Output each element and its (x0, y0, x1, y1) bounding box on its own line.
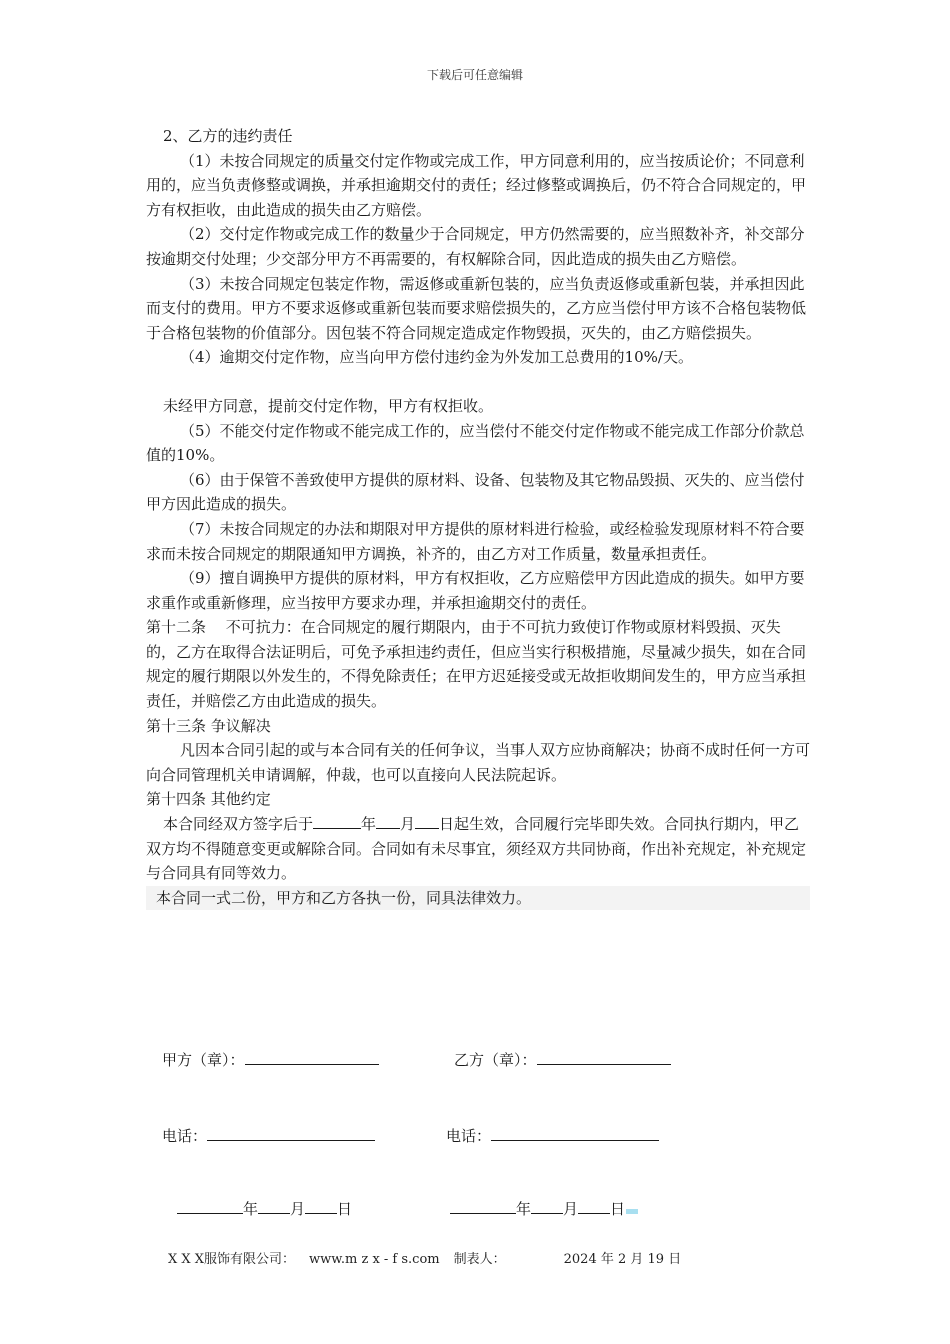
year-blank[interactable] (313, 812, 361, 829)
article-14-heading: 第十四条 其他约定 (146, 790, 271, 809)
party-a-phone (162, 1124, 375, 1146)
month-blank[interactable] (376, 812, 400, 829)
article-12: 第十二条 不可抗力：在合同规定的履行期限内，由于不可抗力致使订作物或原材料毁损、灭失的，乙方在取得合法证明后，可免予承担违约责任，但应当实行积极措施，尽量减少损失，如在合同规定的履行期限以外发生的，不得免除责任；在甲方迟延接受或无故拒收期间发生的，甲方应当承担责任，并赔偿乙方由此造成的损失。 (146, 618, 807, 711)
effective-text-end: 日起生效，合同履行完毕即失效。合同执行期内，甲乙双方均不得随意变更或解除合同。合同如有未尽事宜，须经双方共同协商，作出补充规定，补充规定与合同具有同等效力。 (146, 815, 807, 883)
clause-9: （9）擅自调换甲方提供的原材料，甲方有权拒收，乙方应赔偿甲方因此造成的损失。如甲方要求重作或重新修理，应当按甲方要求办理，并承担逾期交付的责任。 (146, 569, 805, 612)
clause-3: （3）未按合同规定包装定作物，需返修或重新包装的，应当负责返修或重新包装，并承担因此而支付的费用。甲方不要求返修或重新包装而要求赔偿损失的，乙方应当偿付甲方该不合格包装物低于合格包装物的价值部分。因包装不符合同规定造成定作物毁损，灭失的，由乙方赔偿损失。 (146, 274, 807, 342)
party-b-line[interactable] (537, 1048, 671, 1065)
year-label: 年 (361, 815, 377, 834)
clause-2: （2）交付定作物或完成工作的数量少于合同规定，甲方仍然需要的，应当照数补齐，补交部分按逾期交付处理；少交部分甲方不再需要的，有权解除合同，因此造成的损失由乙方赔偿。 (146, 225, 805, 268)
footer-company: X X X服饰有限公司： (168, 1252, 296, 1267)
day-blank[interactable] (415, 812, 439, 829)
effective-text-start: 本合同经双方签字后于 (163, 815, 314, 834)
date-b-year-line[interactable] (450, 1197, 516, 1214)
footer-website[interactable]: www.m z x - f s.com (309, 1252, 440, 1267)
party-a-signature (162, 1048, 379, 1070)
date-b-day-label: 日 (610, 1200, 626, 1218)
date-b-year-label: 年 (516, 1200, 532, 1218)
date-a-month-line[interactable] (258, 1197, 290, 1214)
clause-6: （6）由于保管不善致使甲方提供的原材料、设备、包装物及其它物品毁损、灭失的、应当偿付甲方因此造成的损失。 (146, 470, 805, 514)
clause-4: （4）逾期交付定作物，应当向甲方偿付违约金为外发加工总费用的10%/天。 (180, 348, 693, 367)
date-b-month-label: 月 (563, 1200, 579, 1218)
date-a-year-line[interactable] (177, 1197, 243, 1214)
date-a-day-label: 日 (337, 1200, 353, 1218)
phone-a-label: 电话： (162, 1127, 208, 1145)
contract-body (146, 124, 810, 910)
date-b-day-line[interactable] (578, 1197, 610, 1214)
party-b-signature (454, 1048, 671, 1070)
party-a-line[interactable] (245, 1048, 379, 1065)
date-a-day-line[interactable] (305, 1197, 337, 1214)
spacer (146, 370, 810, 394)
party-b-date (450, 1197, 638, 1219)
party-a-date (177, 1197, 352, 1219)
party-a-label: 甲方（章）： (162, 1051, 245, 1069)
clause-5: （5）不能交付定作物或不能完成工作的，应当偿付不能交付定作物或不能完成工作部分价款总值的10%。 (146, 421, 805, 465)
article-14-text (146, 812, 810, 886)
month-label: 月 (400, 815, 416, 834)
page-footer (168, 1248, 695, 1267)
clause-1: （1）未按合同规定的质量交付定作物或完成工作，甲方同意利用的，应当按质论价；不同意利用的，应当负责修整或调换，并承担逾期交付的责任；经过修整或调换后，仍不符合合同规定的，甲方有权拒收，由此造成的损失由乙方赔偿。 (146, 151, 807, 219)
date-a-month-label: 月 (290, 1200, 306, 1218)
phone-b-label: 电话： (446, 1127, 492, 1145)
footer-maker: 制表人： (453, 1252, 506, 1267)
copies-statement: 本合同一式二份，甲方和乙方各执一份，同具法律效力。 (146, 886, 810, 911)
text-cursor-marker (626, 1209, 638, 1214)
article-13-text: 凡因本合同引起的或与本合同有关的任何争议，当事人双方应协商解决；协商不成时任何一方可向合同管理机关申请调解，仲裁，也可以直接向人民法院起诉。 (146, 741, 811, 784)
footer-date: 2024 年 2 月 19 日 (563, 1252, 682, 1267)
date-b-month-line[interactable] (531, 1197, 563, 1214)
party-b-phone (446, 1124, 659, 1146)
party-b-label: 乙方（章）： (454, 1051, 537, 1069)
section-heading: 2、乙方的违约责任 (163, 127, 293, 145)
page-header: 下载后可任意编辑 (426, 68, 523, 82)
phone-a-line[interactable] (207, 1124, 375, 1141)
date-a-year-label: 年 (243, 1200, 259, 1218)
clause-7: （7）未按合同规定的办法和期限对甲方提供的原材料进行检验，或经检验发现原材料不符合要求而未按合同规定的期限通知甲方调换，补齐的，由乙方对工作质量，数量承担责任。 (146, 519, 805, 563)
early-delivery-note: 未经甲方同意，提前交付定作物，甲方有权拒收。 (163, 396, 494, 415)
article-13-heading: 第十三条 争议解决 (146, 716, 271, 735)
phone-b-line[interactable] (491, 1124, 659, 1141)
